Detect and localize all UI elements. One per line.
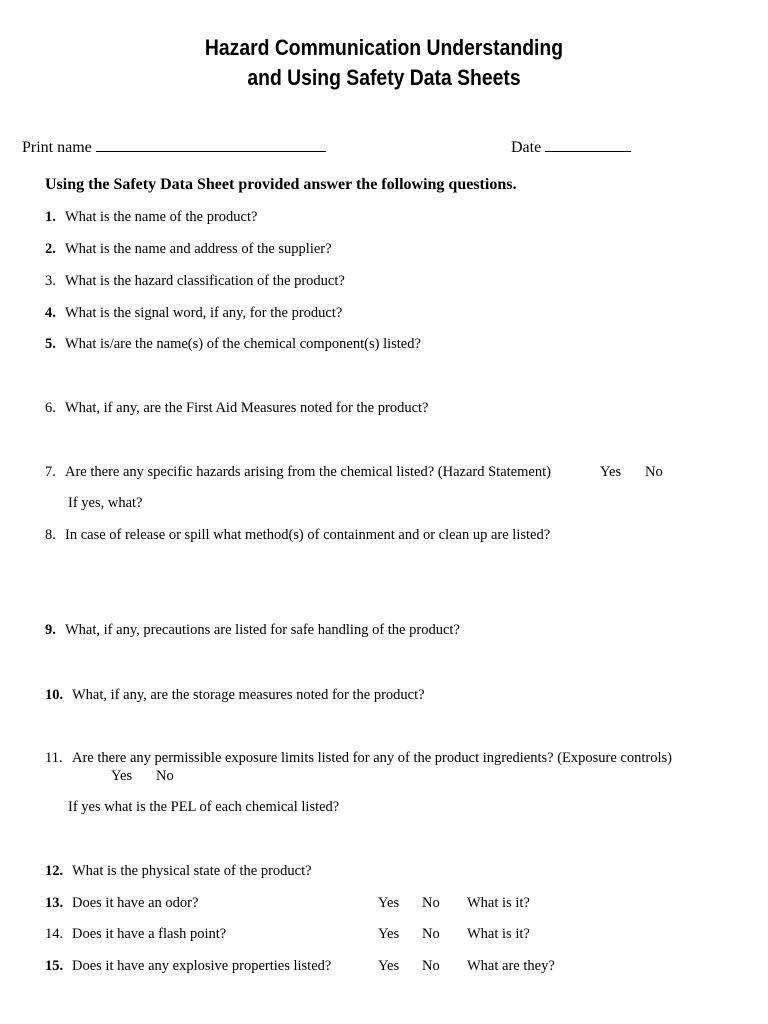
date-label: Date bbox=[511, 139, 542, 156]
question-14-no[interactable]: No bbox=[422, 926, 440, 942]
question-4 bbox=[45, 305, 342, 322]
question-11-no[interactable]: No bbox=[156, 768, 174, 784]
question-number: 6. bbox=[45, 400, 56, 416]
question-3 bbox=[45, 273, 345, 290]
question-15 bbox=[45, 958, 331, 975]
question-number: 2. bbox=[45, 241, 56, 257]
question-text: Are there any specific hazards arising from the chemical listed? (Hazard Statement) bbox=[65, 464, 551, 480]
print-name-label: Print name bbox=[22, 139, 92, 156]
question-number: 5. bbox=[45, 336, 56, 352]
question-number: 11. bbox=[45, 750, 63, 766]
question-number: 8. bbox=[45, 527, 56, 543]
question-11-follow-up: If yes what is the PEL of each chemical listed? bbox=[68, 799, 340, 815]
question-text: Does it have a flash point? bbox=[72, 926, 227, 942]
question-number: 15. bbox=[45, 958, 64, 974]
question-number: 13. bbox=[45, 895, 64, 911]
question-8 bbox=[45, 527, 550, 544]
question-number: 7. bbox=[45, 464, 56, 480]
question-number: 3. bbox=[45, 273, 56, 289]
print-name-field bbox=[22, 137, 326, 157]
question-text: What is the signal word, if any, for the product? bbox=[65, 305, 343, 321]
question-15-no[interactable]: No bbox=[422, 958, 440, 974]
question-7-yes[interactable]: Yes bbox=[600, 464, 622, 480]
question-text: Are there any permissible exposure limits listed for any of the product ingredients? (Exposure controls) bbox=[72, 750, 672, 766]
question-text: What is the name and address of the supplier? bbox=[65, 241, 332, 257]
question-13-follow-up: What is it? bbox=[467, 895, 530, 911]
question-text: Does it have any explosive properties listed? bbox=[72, 958, 332, 974]
question-14-follow-up: What is it? bbox=[467, 926, 530, 942]
document-title-line-1: Hazard Communication Understanding bbox=[204, 35, 564, 60]
question-text: What is the name of the product? bbox=[65, 209, 258, 225]
question-number: 12. bbox=[45, 863, 64, 879]
question-11 bbox=[45, 750, 672, 767]
question-2 bbox=[45, 241, 332, 258]
instructions: Using the Safety Data Sheet provided answer the following questions. bbox=[45, 176, 517, 193]
document-title-line-2: and Using Safety Data Sheets bbox=[247, 65, 521, 90]
question-5 bbox=[45, 336, 421, 353]
question-9 bbox=[45, 622, 460, 639]
question-text: What is/are the name(s) of the chemical component(s) listed? bbox=[65, 336, 421, 352]
question-15-follow-up: What are they? bbox=[467, 958, 555, 974]
question-15-yes[interactable]: Yes bbox=[378, 958, 400, 974]
question-number: 14. bbox=[45, 926, 64, 942]
question-7 bbox=[45, 464, 551, 481]
question-text: What is the physical state of the product? bbox=[72, 863, 312, 879]
question-text: What, if any, precautions are listed for safe handling of the product? bbox=[65, 622, 460, 638]
question-11-yes[interactable]: Yes bbox=[111, 768, 133, 784]
question-number: 4. bbox=[45, 305, 56, 321]
question-7-follow-up: If yes, what? bbox=[68, 495, 143, 511]
question-7-no[interactable]: No bbox=[645, 464, 663, 480]
question-text: What, if any, are the First Aid Measures noted for the product? bbox=[65, 400, 429, 416]
question-number: 10. bbox=[45, 687, 64, 703]
question-10 bbox=[45, 687, 425, 704]
question-14-yes[interactable]: Yes bbox=[378, 926, 400, 942]
question-6 bbox=[45, 400, 428, 417]
question-number: 1. bbox=[45, 209, 56, 225]
date-blank[interactable] bbox=[545, 137, 631, 152]
question-text: In case of release or spill what method(s) of containment and or clean up are listed? bbox=[65, 527, 551, 543]
question-text: Does it have an odor? bbox=[72, 895, 199, 911]
question-1 bbox=[45, 209, 257, 226]
question-13-no[interactable]: No bbox=[422, 895, 440, 911]
question-13 bbox=[45, 895, 198, 912]
question-13-yes[interactable]: Yes bbox=[378, 895, 400, 911]
question-text: What is the hazard classification of the product? bbox=[65, 273, 345, 289]
date-field bbox=[511, 137, 631, 157]
question-text: What, if any, are the storage measures noted for the product? bbox=[72, 687, 425, 703]
question-number: 9. bbox=[45, 622, 56, 638]
question-14 bbox=[45, 926, 226, 943]
print-name-blank[interactable] bbox=[96, 137, 326, 152]
question-12 bbox=[45, 863, 312, 880]
